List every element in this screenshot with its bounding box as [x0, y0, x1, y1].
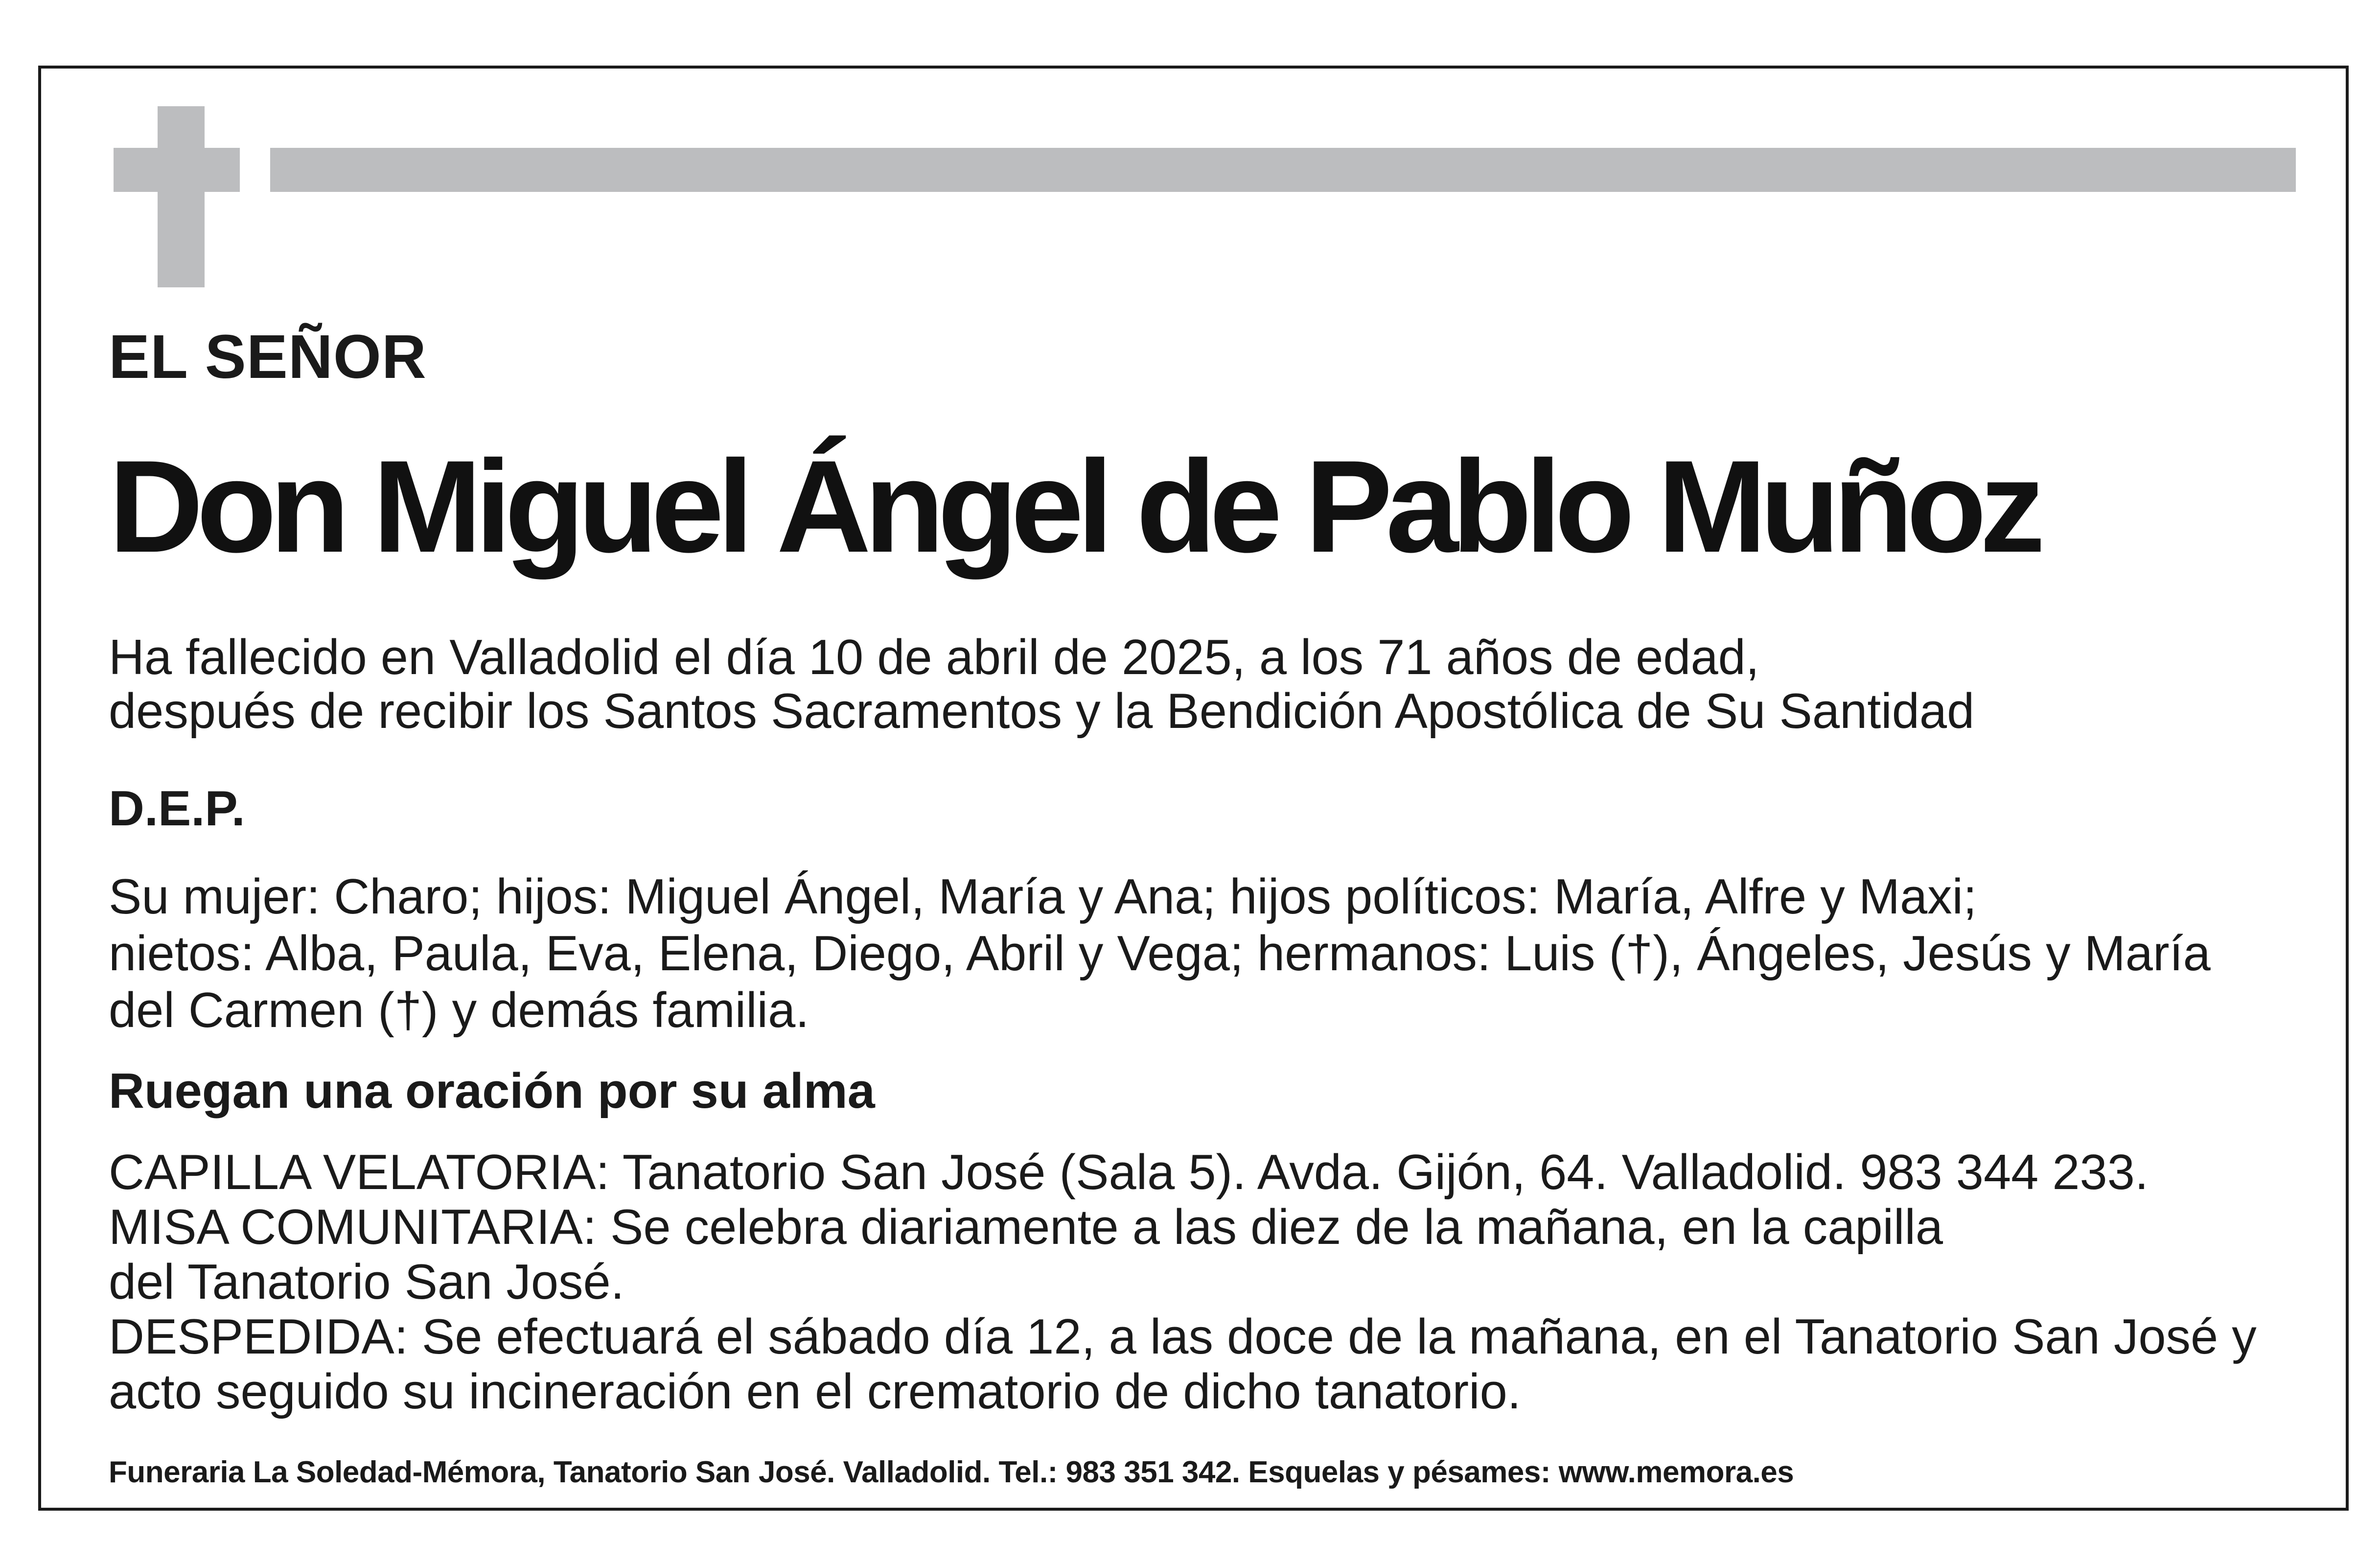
cross-icon — [158, 106, 205, 287]
details-line-5: acto seguido su incineración en el crematorio de dicho tanatorio. — [109, 1364, 1521, 1419]
family-line-2: nietos: Alba, Paula, Eva, Elena, Diego, Abril y Vega; hermanos: Luis (†), Ángeles, Jesús y María — [109, 926, 2211, 981]
details-line-1: CAPILLA VELATORIA: Tanatorio San José (Sala 5). Avda. Gijón, 64. Valladolid. 983 344 233. — [109, 1145, 2149, 1200]
announcement-line-1: Ha fallecido en Valladolid el día 10 de abril de 2025, a los 71 años de edad, — [109, 630, 1759, 685]
cross-icon-arm — [114, 148, 240, 192]
details-line-4: DESPEDIDA: Se efectuará el sábado día 12, a las doce de la mañana, en el Tanatorio San José y — [109, 1309, 2257, 1364]
dep-label: D.E.P. — [109, 781, 245, 836]
details-line-3: del Tanatorio San José. — [109, 1255, 624, 1309]
deceased-name: Don Miguel Ángel de Pablo Muñoz — [109, 433, 2039, 580]
family-line-1: Su mujer: Charo; hijos: Miguel Ángel, María y Ana; hijos políticos: María, Alfre y Maxi; — [109, 869, 1977, 924]
header-rule — [270, 148, 2296, 192]
prayer-request: Ruegan una oración por su alma — [109, 1064, 875, 1119]
title-label: EL SEÑOR — [109, 322, 427, 391]
footer-credit: Funeraria La Soledad-Mémora, Tanatorio San José. Valladolid. Tel.: 983 351 342. Esquelas y pésames: www.memora.es — [109, 1455, 1794, 1489]
family-line-3: del Carmen (†) y demás familia. — [109, 983, 809, 1038]
announcement-line-2: después de recibir los Santos Sacramentos y la Bendición Apostólica de Su Santidad — [109, 684, 1975, 739]
details-line-2: MISA COMUNITARIA: Se celebra diariamente a las diez de la mañana, en la capilla — [109, 1200, 1943, 1255]
